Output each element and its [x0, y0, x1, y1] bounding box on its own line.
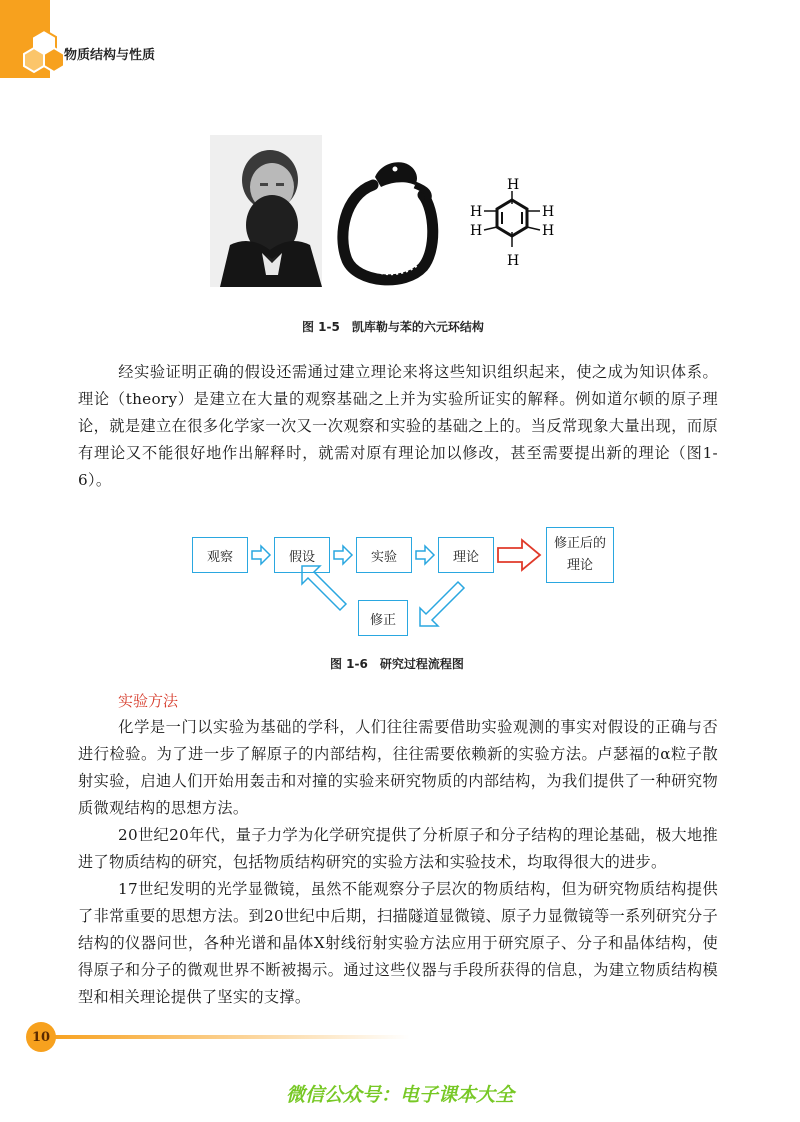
benzene-h-left-top: H — [470, 204, 483, 220]
flow-step-revise: 修正 — [358, 600, 408, 636]
benzene-h-left-bottom: H — [470, 223, 483, 239]
flow-step-hypothesis: 假设 — [274, 537, 330, 573]
section-title: 实验方法 — [118, 692, 179, 710]
benzene-h-bottom: H — [507, 253, 520, 269]
watermark-text: 微信公众号：电子课本大全 — [285, 1084, 514, 1106]
figure-1-5-caption: 图 1-5 凯库勒与苯的六元环结构 — [302, 320, 484, 334]
arrow-hypothesis-to-experiment — [334, 546, 352, 564]
arrow-experiment-to-theory — [416, 546, 434, 564]
arrow-observe-to-hypothesis — [252, 546, 270, 564]
arrow-theory-to-revised-theory — [498, 540, 540, 570]
body-paragraph: 化学是一门以实验为基础的学科，人们往往需要借助实验观测的事实对假设的正确与否进行检验。为了进一步了解原子的内部结构，往往需要依赖新的实验方法。卢瑟福的α粒子散射实验，启迪人们开始用轰击和对撞的实验来研究物质的内部结构，为我们提供了一种研究物质微观结构的思想方法。 — [78, 718, 718, 817]
body-paragraph: 20世纪20年代，量子力学为化学研究提供了分析原子和分子结构的理论基础，极大地推进了物质结构的研究，包括物质结构研究的实验方法和实验技术，均取得很大的进步。 — [78, 826, 718, 871]
body-paragraph: 17世纪发明的光学显微镜，虽然不能观察分子层次的物质结构，但为研究物质结构提供了非常重要的思想方法。到20世纪中后期，扫描隧道显微镜、原子力显微镜等一系列研究分子结构的仪器问世，各种光谱和晶体X射线衍射实验方法应用于研究原子、分子和晶体结构，使得原子和分子的微观世界不断被揭示。通过这些仪器与手段所获得的信息，为建立物质结构模型和相关理论提供了坚实的支撑。 — [78, 880, 718, 1006]
flow-step-theory: 理论 — [438, 537, 494, 573]
flow-step-observe: 观察 — [192, 537, 248, 573]
benzene-h-top: H — [507, 177, 520, 193]
page-number: 10 — [26, 1022, 56, 1052]
arrow-theory-to-revise — [420, 582, 464, 626]
benzene-h-right-top: H — [542, 204, 555, 220]
book-title: 物质结构与性质 — [64, 48, 156, 63]
arrow-revise-to-hypothesis — [302, 566, 346, 610]
figure-1-6-caption: 图 1-6 研究过程流程图 — [330, 657, 464, 671]
flow-step-experiment: 实验 — [356, 537, 412, 573]
body-paragraph: 经实验证明正确的假设还需通过建立理论来将这些知识组织起来，使之成为知识体系。理论（theory）是建立在大量的观察基础之上并为实验所证实的解释。例如道尔顿的原子理论，就是建立在很多化学家一次又一次观察和实验的基础之上的。当反常现象大量出现，而原有理论又不能很好地作出解释时，就需对原有理论加以修改，甚至需要提出新的理论（图1-6）。 — [78, 363, 718, 489]
flow-step-revised-theory: 修正后的理论 — [546, 527, 614, 583]
benzene-h-right-bottom: H — [542, 223, 555, 239]
page-number-line — [50, 1035, 410, 1039]
